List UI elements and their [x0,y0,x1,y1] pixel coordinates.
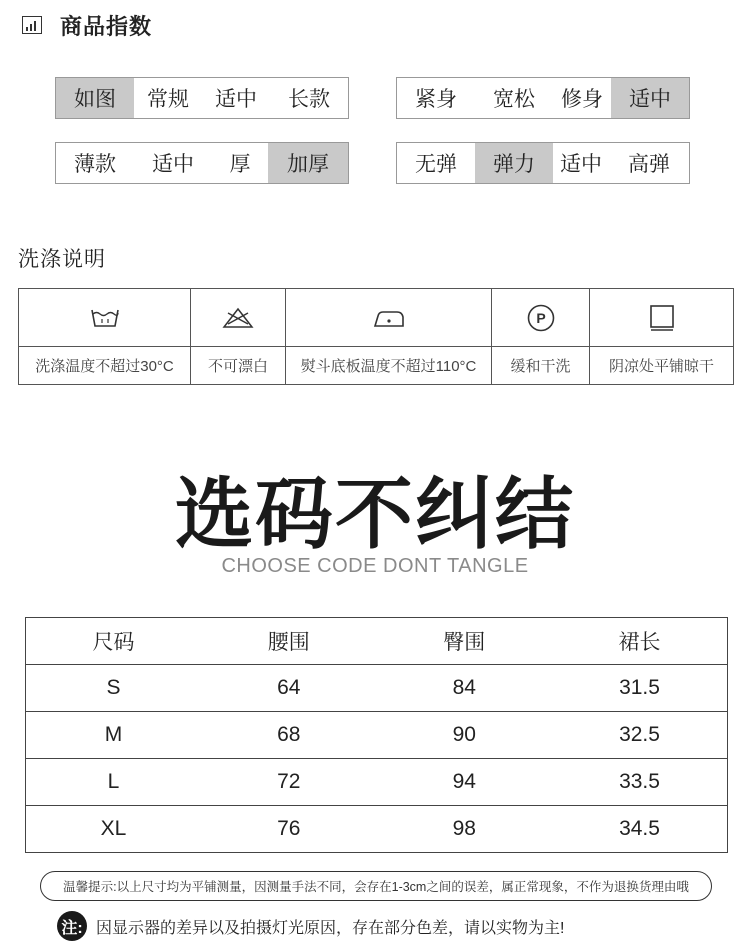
washing-item: 熨斗底板温度不超过110°C [286,289,492,384]
size-banner-title: 选码不纠结 [174,470,575,560]
washing-item: 洗涤温度不超过30°C [19,289,191,384]
size-table [25,617,728,853]
washing-item: 不可漂白 [191,289,286,384]
washing-item: 阴凉处平铺晾干 [590,289,733,384]
index-option: 适中 [152,153,194,176]
index-option: 弹力 [475,143,553,183]
washing-item: P 缓和干洗 [492,289,590,384]
size-banner-subtitle: CHOOSE CODE DONT TANGLE [221,555,529,577]
dry-flat-shade-icon [649,304,675,332]
table-cell: S [26,665,202,712]
table-row [26,759,728,806]
table-cell: 90 [377,712,553,759]
index-fit-type [396,77,690,119]
index-option: 高弹 [628,153,670,176]
index-option: 适中 [560,153,602,176]
index-option: 宽松 [493,88,535,111]
washing-table [18,288,734,385]
svg-text:P: P [535,309,546,326]
table-cell: 34.5 [552,806,728,853]
index-option: 修身 [561,88,603,111]
index-option: 厚 [229,153,251,176]
table-cell: 31.5 [552,665,728,712]
index-fit-length [55,77,349,119]
signal-bars-icon [22,16,42,34]
section-header [22,10,152,40]
table-header-cell: 臀围 [377,618,553,665]
table-cell: 98 [377,806,553,853]
index-option: 适中 [215,88,257,111]
index-option: 常规 [147,88,189,111]
no-bleach-icon [222,307,254,329]
remark-badge: 注: [57,911,87,941]
iron-icon [372,307,406,329]
index-thickness [55,142,349,184]
wash-30-icon [90,306,120,330]
table-row [26,665,728,712]
color-remark [57,911,564,941]
dry-clean-p-icon [526,303,556,333]
table-row [26,806,728,853]
index-option: 如图 [56,78,134,118]
table-row [26,712,728,759]
section-title: 商品指数 [60,13,153,39]
table-cell: XL [26,806,202,853]
table-header-cell: 裙长 [552,618,728,665]
index-elasticity [396,142,690,184]
measurement-note: 温馨提示:以上尺寸均为平铺测量，因测量手法不同，会存在1-3cm之间的误差，属正常现象，不作为退换货理由哦 [40,871,712,901]
index-option: 紧身 [415,88,457,111]
washing-title: 洗涤说明 [18,248,106,271]
table-header-cell: 腰围 [201,618,377,665]
index-option: 无弹 [415,153,457,176]
index-option: 适中 [611,78,689,118]
table-cell: 72 [201,759,377,806]
index-option: 长款 [288,88,330,111]
index-option: 薄款 [74,153,116,176]
table-cell: M [26,712,202,759]
table-header-cell: 尺码 [26,618,202,665]
table-cell: 33.5 [552,759,728,806]
index-option: 加厚 [268,143,348,183]
table-header-row [26,618,728,665]
table-cell: 32.5 [552,712,728,759]
table-cell: L [26,759,202,806]
table-cell: 84 [377,665,553,712]
table-cell: 94 [377,759,553,806]
table-cell: 64 [201,665,377,712]
remark-text: 因显示器的差异以及拍摄灯光原因，存在部分色差，请以实物为主! [96,919,565,937]
table-cell: 68 [201,712,377,759]
table-cell: 76 [201,806,377,853]
